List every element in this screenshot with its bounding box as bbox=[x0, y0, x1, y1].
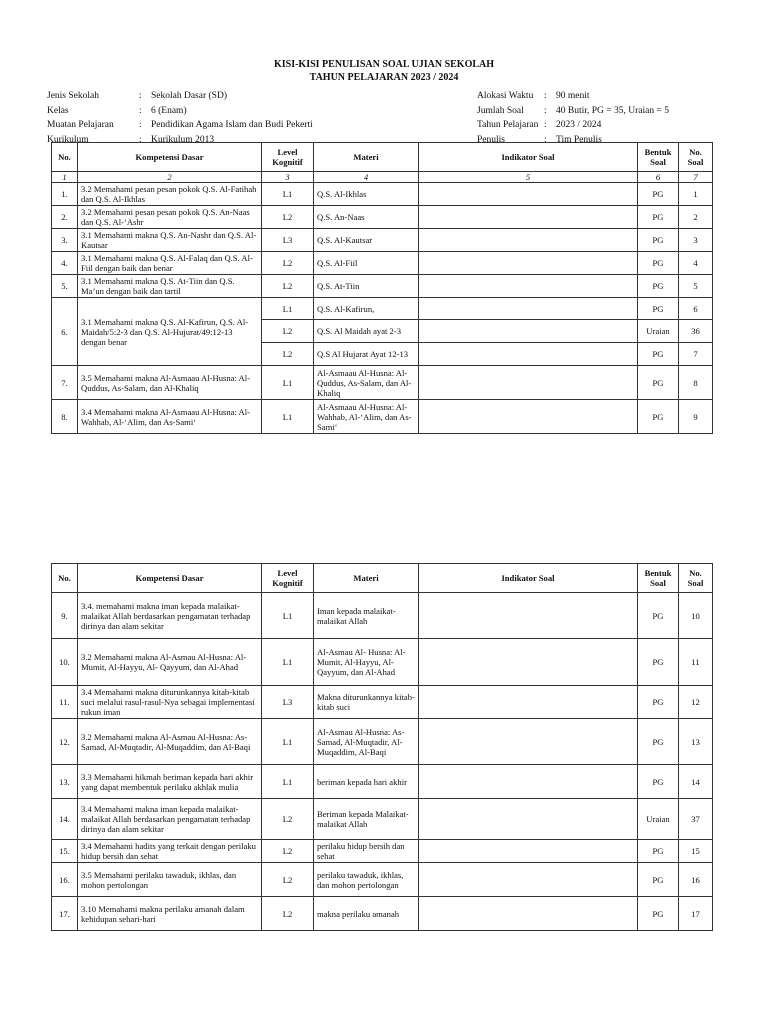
column-header-level: Level Kognitif bbox=[262, 143, 314, 172]
cell-bentuk: PG bbox=[638, 593, 679, 639]
info-value: 90 menit bbox=[556, 91, 590, 101]
table-row bbox=[52, 593, 713, 639]
cell-level: L1 bbox=[262, 765, 314, 799]
cell-kd: 3.5 Memahami perilaku tawaduk, ikhlas, dan mohon pertolongan bbox=[78, 863, 262, 897]
cell-level: L3 bbox=[262, 229, 314, 252]
cell-bentuk: PG bbox=[638, 229, 679, 252]
cell-no: 14. bbox=[52, 799, 78, 840]
table-row bbox=[52, 863, 713, 897]
table-row bbox=[52, 206, 713, 229]
info-row bbox=[47, 104, 313, 119]
cell-bentuk: PG bbox=[638, 183, 679, 206]
column-number: 2 bbox=[78, 172, 262, 183]
cell-indikator bbox=[419, 765, 638, 799]
cell-bentuk: PG bbox=[638, 897, 679, 931]
cell-bentuk: PG bbox=[638, 639, 679, 686]
cell-bentuk: PG bbox=[638, 400, 679, 434]
column-header-kd: Kompetensi Dasar bbox=[78, 143, 262, 172]
table-row bbox=[52, 366, 713, 400]
info-sep: : bbox=[544, 134, 547, 145]
info-key: Muatan Pelajaran bbox=[47, 120, 114, 130]
info-sep: : bbox=[139, 134, 142, 145]
table-row bbox=[52, 229, 713, 252]
cell-indikator bbox=[419, 229, 638, 252]
column-header-no: No. bbox=[52, 564, 78, 593]
column-header-bentuk: Bentuk Soal bbox=[638, 143, 679, 172]
info-key: Jumlah Soal bbox=[477, 105, 524, 116]
cell-bentuk: PG bbox=[638, 252, 679, 275]
cell-indikator bbox=[419, 719, 638, 765]
cell-indikator bbox=[419, 298, 638, 320]
column-header-nosoal: No. Soal bbox=[679, 564, 713, 593]
cell-level: L2 bbox=[262, 897, 314, 931]
column-header-indikator: Indikator Soal bbox=[419, 564, 638, 593]
cell-indikator bbox=[419, 320, 638, 343]
column-header-materi: Materi bbox=[314, 564, 419, 593]
info-value: Kurikulum 2013 bbox=[151, 134, 215, 145]
cell-level: L2 bbox=[262, 840, 314, 863]
info-left bbox=[47, 89, 313, 147]
cell-materi: Q.S. Al-Kafirun, bbox=[314, 298, 419, 320]
cell-level: L2 bbox=[262, 799, 314, 840]
cell-indikator bbox=[419, 206, 638, 229]
info-row bbox=[47, 118, 313, 133]
info-value: Sekolah Dasar (SD) bbox=[151, 91, 227, 101]
column-header-kd: Kompetensi Dasar bbox=[78, 564, 262, 593]
table-row bbox=[52, 765, 713, 799]
cell-no: 5. bbox=[52, 275, 78, 298]
column-number: 4 bbox=[314, 172, 419, 183]
info-right bbox=[477, 89, 669, 147]
cell-nosoal: 16 bbox=[679, 863, 713, 897]
column-header-no: No. bbox=[52, 143, 78, 172]
info-sep: : bbox=[544, 120, 547, 130]
table-row bbox=[52, 897, 713, 931]
cell-bentuk: PG bbox=[638, 863, 679, 897]
table-row bbox=[52, 840, 713, 863]
header-row bbox=[52, 564, 713, 593]
cell-bentuk: Uraian bbox=[638, 799, 679, 840]
cell-no: 10. bbox=[52, 639, 78, 686]
cell-materi: Al-Asmaau Al-Husna: Al-Wahhab, Al-‘Alim, dan As-Sami‘ bbox=[314, 400, 419, 434]
cell-level: L2 bbox=[262, 252, 314, 275]
cell-no: 4. bbox=[52, 252, 78, 275]
info-row bbox=[477, 118, 669, 133]
cell-materi: perilaku hidup bersih dan sehat bbox=[314, 840, 419, 863]
cell-kd: 3.1 Memahami makna Q.S. Al-Falaq dan Q.S. Al-Fiil dengan baik dan benar bbox=[78, 252, 262, 275]
table-row bbox=[52, 275, 713, 298]
cell-materi: Al-Asmau Al-Husna: As-Samad, Al-Muqtadir, Al-Muqaddim, Al-Baqi bbox=[314, 719, 419, 765]
cell-level: L1 bbox=[262, 366, 314, 400]
column-header-bentuk: Bentuk Soal bbox=[638, 564, 679, 593]
cell-nosoal: 17 bbox=[679, 897, 713, 931]
cell-kd: 3.4. memahami makna iman kepada malaikat-malaikat Allah berdasarkan pengamatan terhadap dirinya dan alam sekitar bbox=[78, 593, 262, 639]
cell-kd: 3.1 Memahami makna Q.S. An-Nashr dan Q.S. Al-Kautsar bbox=[78, 229, 262, 252]
cell-bentuk: PG bbox=[638, 840, 679, 863]
cell-indikator bbox=[419, 897, 638, 931]
table-row bbox=[52, 686, 713, 719]
cell-nosoal: 12 bbox=[679, 686, 713, 719]
info-sep: : bbox=[139, 91, 142, 101]
cell-no: 16. bbox=[52, 863, 78, 897]
cell-kd: 3.4 Memahami makna diturunkannya kitab-kitab suci melalui rasul-rasul-Nya sebagai implementasi rukun iman bbox=[78, 686, 262, 719]
cell-level: L3 bbox=[262, 686, 314, 719]
column-header-level: Level Kognitif bbox=[262, 564, 314, 593]
info-key: Tahun Pelajaran bbox=[477, 120, 539, 130]
info-sep: : bbox=[139, 105, 142, 116]
cell-nosoal: 14 bbox=[679, 765, 713, 799]
cell-materi: Q.S. Al-Fiil bbox=[314, 252, 419, 275]
cell-level: L2 bbox=[262, 863, 314, 897]
cell-kd: 3.4 Memahami makna Al-Asmaau Al-Husna: Al-Wahhab, Al-‘Alim, dan As-Sami‘ bbox=[78, 400, 262, 434]
table-row bbox=[52, 298, 713, 320]
info-key: Jenis Sekolah bbox=[47, 91, 99, 101]
table-row bbox=[52, 719, 713, 765]
cell-indikator bbox=[419, 686, 638, 719]
cell-no: 8. bbox=[52, 400, 78, 434]
cell-bentuk: PG bbox=[638, 366, 679, 400]
cell-nosoal: 13 bbox=[679, 719, 713, 765]
cell-nosoal: 36 bbox=[679, 320, 713, 343]
cell-indikator bbox=[419, 183, 638, 206]
cell-nosoal: 4 bbox=[679, 252, 713, 275]
cell-indikator bbox=[419, 840, 638, 863]
cell-bentuk: PG bbox=[638, 343, 679, 366]
column-number: 6 bbox=[638, 172, 679, 183]
cell-kd: 3.5 Memahami makna Al-Asmaau Al-Husna: Al-Quddus, As-Salam, dan Al-Khaliq bbox=[78, 366, 262, 400]
cell-nosoal: 9 bbox=[679, 400, 713, 434]
cell-bentuk: PG bbox=[638, 686, 679, 719]
cell-indikator bbox=[419, 639, 638, 686]
cell-kd: 3.1 Memahami makna Q.S. Al-Kafirun, Q.S. Al-Maidah/5:2-3 dan Q.S. Al-Hujurat/49:12-13 dengan benar bbox=[78, 298, 262, 366]
cell-level: L1 bbox=[262, 298, 314, 320]
info-row bbox=[477, 89, 669, 104]
cell-no: 7. bbox=[52, 366, 78, 400]
info-sep: : bbox=[139, 120, 142, 130]
cell-nosoal: 7 bbox=[679, 343, 713, 366]
cell-kd: 3.2 Memahami pesan pesan pokok Q.S. Al-Fatihah dan Q.S. Al-Ikhlas bbox=[78, 183, 262, 206]
table-row bbox=[52, 639, 713, 686]
cell-level: L1 bbox=[262, 639, 314, 686]
table-row bbox=[52, 252, 713, 275]
kisi-kisi-table-2 bbox=[51, 563, 713, 931]
cell-level: L1 bbox=[262, 719, 314, 765]
cell-kd: 3.2 Memahami pesan pesan pokok Q.S. An-Naas dan Q.S. Al-‘Ashr bbox=[78, 206, 262, 229]
cell-kd: 3.10 Memahami makna perilaku amanah dalam kehidupan sehari-hari bbox=[78, 897, 262, 931]
cell-nosoal: 11 bbox=[679, 639, 713, 686]
table-row bbox=[52, 799, 713, 840]
cell-no: 2. bbox=[52, 206, 78, 229]
cell-level: L2 bbox=[262, 320, 314, 343]
cell-indikator bbox=[419, 366, 638, 400]
info-value: 2023 / 2024 bbox=[556, 120, 602, 130]
cell-materi: Q.S. Al-Kautsar bbox=[314, 229, 419, 252]
cell-no: 11. bbox=[52, 686, 78, 719]
info-row bbox=[477, 104, 669, 119]
cell-no: 12. bbox=[52, 719, 78, 765]
cell-materi: Al-Asmaau Al-Husna: Al-Quddus, As-Salam, dan Al-Khaliq bbox=[314, 366, 419, 400]
cell-no: 17. bbox=[52, 897, 78, 931]
cell-no: 9. bbox=[52, 593, 78, 639]
column-number-row bbox=[52, 172, 713, 183]
cell-nosoal: 15 bbox=[679, 840, 713, 863]
cell-materi: Q.S. At-Tiin bbox=[314, 275, 419, 298]
cell-nosoal: 5 bbox=[679, 275, 713, 298]
cell-level: L2 bbox=[262, 275, 314, 298]
cell-level: L2 bbox=[262, 206, 314, 229]
cell-materi: Q.S. Al Maidah ayat 2-3 bbox=[314, 320, 419, 343]
column-number: 3 bbox=[262, 172, 314, 183]
cell-nosoal: 37 bbox=[679, 799, 713, 840]
cell-materi: Al-Asmau Al- Husna: Al-Mumit, Al-Hayyu, Al- Qayyum, dan Al-Ahad bbox=[314, 639, 419, 686]
cell-materi: Beriman kepada Malaikat-malaikat Allah bbox=[314, 799, 419, 840]
info-sep: : bbox=[544, 91, 547, 101]
cell-nosoal: 6 bbox=[679, 298, 713, 320]
column-header-materi: Materi bbox=[314, 143, 419, 172]
cell-kd: 3.4 Memahami hadits yang terkait dengan perilaku hidup bersih dan sehat bbox=[78, 840, 262, 863]
cell-no: 1. bbox=[52, 183, 78, 206]
cell-nosoal: 8 bbox=[679, 366, 713, 400]
info-value: 40 Butir, PG = 35, Uraian = 5 bbox=[556, 105, 669, 116]
column-number: 7 bbox=[679, 172, 713, 183]
cell-nosoal: 10 bbox=[679, 593, 713, 639]
cell-no: 15. bbox=[52, 840, 78, 863]
cell-materi: beriman kepada hari akhir bbox=[314, 765, 419, 799]
info-key: Kelas bbox=[47, 105, 69, 116]
cell-bentuk: PG bbox=[638, 206, 679, 229]
info-key: Kurikulum bbox=[47, 134, 89, 145]
cell-materi: perilaku tawaduk, ikhlas, dan mohon pertolongan bbox=[314, 863, 419, 897]
cell-bentuk: Uraian bbox=[638, 320, 679, 343]
cell-indikator bbox=[419, 343, 638, 366]
info-key: Penulis bbox=[477, 134, 505, 145]
cell-kd: 3.2 Memahami makna Al-Asmau Al-Husna: As-Samad, Al-Muqtadir, Al-Muqaddim, dan Al-Baqi bbox=[78, 719, 262, 765]
cell-indikator bbox=[419, 275, 638, 298]
cell-kd: 3.1 Memahami makna Q.S. At-Tiin dan Q.S. Ma’un dengan baik dan tartil bbox=[78, 275, 262, 298]
kisi-kisi-table-1 bbox=[51, 142, 713, 434]
cell-bentuk: PG bbox=[638, 275, 679, 298]
cell-no: 6. bbox=[52, 298, 78, 366]
cell-level: L1 bbox=[262, 400, 314, 434]
info-row bbox=[47, 89, 313, 104]
cell-nosoal: 2 bbox=[679, 206, 713, 229]
cell-materi: Iman kepada malaikat-malaikat Allah bbox=[314, 593, 419, 639]
cell-indikator bbox=[419, 863, 638, 897]
document-title: KISI-KISI PENULISAN SOAL UJIAN SEKOLAH bbox=[273, 59, 495, 70]
cell-materi: Q.S Al Hujarat Ayat 12-13 bbox=[314, 343, 419, 366]
cell-materi: Q.S. Al-Ikhlas bbox=[314, 183, 419, 206]
info-value: 6 (Enam) bbox=[151, 105, 187, 116]
info-value: Tim Penulis bbox=[556, 134, 602, 145]
cell-materi: Makna diturunkannya kitab-kitab suci bbox=[314, 686, 419, 719]
cell-indikator bbox=[419, 593, 638, 639]
cell-nosoal: 1 bbox=[679, 183, 713, 206]
cell-kd: 3.2 Memahami makna Al-Asmau Al-Husna: Al-Mumit, Al-Hayyu, Al- Qayyum, dan Al-Ahad bbox=[78, 639, 262, 686]
column-number: 5 bbox=[419, 172, 638, 183]
cell-bentuk: PG bbox=[638, 719, 679, 765]
info-key: Alokasi Waktu bbox=[477, 91, 534, 101]
document-subtitle: TAHUN PELAJARAN 2023 / 2024 bbox=[309, 72, 459, 83]
table-row bbox=[52, 400, 713, 434]
cell-kd: 3.4 Memahami makna iman kepada malaikat-malaikat Allah berdasarkan pengamatan terhadap dirinya dan alam sekitar bbox=[78, 799, 262, 840]
column-number: 1 bbox=[52, 172, 78, 183]
table-row bbox=[52, 183, 713, 206]
info-value: Pendidikan Agama Islam dan Budi Pekerti bbox=[151, 120, 313, 130]
cell-kd: 3.3 Memahami hikmah beriman kepada hari akhir yang dapat membentuk perilaku akhlak mulia bbox=[78, 765, 262, 799]
cell-indikator bbox=[419, 252, 638, 275]
cell-level: L1 bbox=[262, 183, 314, 206]
cell-no: 13. bbox=[52, 765, 78, 799]
cell-materi: Q.S. An-Naas bbox=[314, 206, 419, 229]
column-header-nosoal: No. Soal bbox=[679, 143, 713, 172]
cell-level: L1 bbox=[262, 593, 314, 639]
column-header-indikator: Indikator Soal bbox=[419, 143, 638, 172]
cell-bentuk: PG bbox=[638, 298, 679, 320]
header-row bbox=[52, 143, 713, 172]
cell-indikator bbox=[419, 799, 638, 840]
cell-materi: makna perilaku amanah bbox=[314, 897, 419, 931]
info-sep: : bbox=[544, 105, 547, 116]
cell-indikator bbox=[419, 400, 638, 434]
cell-level: L2 bbox=[262, 343, 314, 366]
cell-bentuk: PG bbox=[638, 765, 679, 799]
cell-no: 3. bbox=[52, 229, 78, 252]
cell-nosoal: 3 bbox=[679, 229, 713, 252]
